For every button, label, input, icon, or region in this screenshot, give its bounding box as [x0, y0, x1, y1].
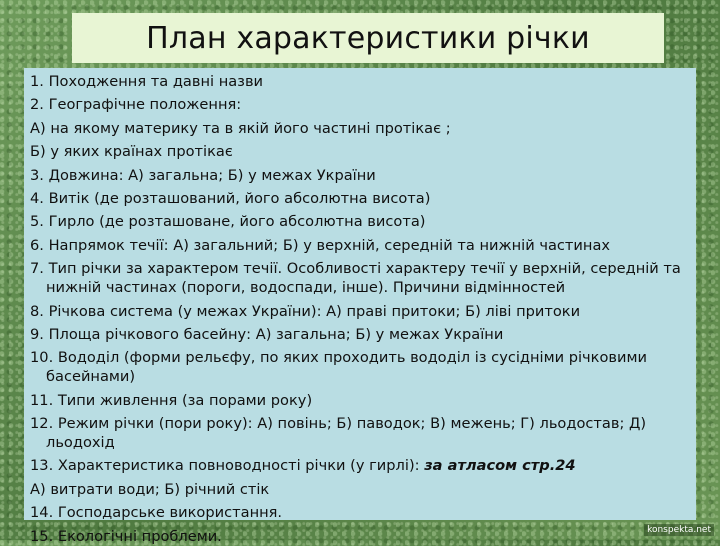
list-item: 2. Географічне положення: [30, 96, 242, 114]
list-item: 12. Режим річки (пори року): А) повінь; Б) паводок; В) межень; Г) льодостав; Д) льодохід [30, 415, 647, 452]
list-item: А) на якому материку та в якій його частині протікає ; [30, 119, 451, 137]
slide-title: План характеристики річки [146, 20, 590, 56]
list-item: 5. Гирло (де розташоване, його абсолютна висота) [30, 213, 426, 231]
list-item: 8. Річкова система (у межах України): А) праві притоки; Б) ліві притоки [30, 302, 581, 320]
list-item: 3. Довжина: А) загальна; Б) у межах України [30, 166, 376, 184]
list-item: 4. Витік (де розташований, його абсолютна висота) [30, 189, 431, 207]
watermark: konspekta.net [644, 524, 714, 536]
list-item: Б) у яких країнах протікає [30, 143, 233, 161]
slide-title-box [72, 13, 664, 63]
list-item: 9. Площа річкового басейну: А) загальна; Б) у межах України [30, 325, 504, 343]
list-item: 13. Характеристика повноводності річки (у гирлі): за атласом стр.24 [30, 457, 576, 475]
list-item: 14. Господарське використання. [30, 504, 283, 522]
list-item: 7. Тип річки за характером течії. Особливості характеру течії у верхній, середній та нижній частинах (пороги, водоспади, інше). Причини відмінностей [30, 260, 681, 297]
list-item: 1. Походження та давні назви [30, 73, 264, 90]
list-item: 11. Типи живлення (за порами року) [30, 391, 313, 409]
list-item: 15. Екологічні проблеми. [30, 527, 222, 545]
list-item: А) витрати води; Б) річний стік [30, 480, 270, 498]
atlas-reference: за атласом стр.24 [424, 457, 576, 475]
list-item: 10. Вододіл (форми рельєфу, по яких проходить вододіл із сусідніми річковими басейнами) [30, 349, 647, 386]
list-item: 6. Напрямок течії: А) загальний; Б) у верхній, середній та нижній частинах [30, 236, 611, 254]
